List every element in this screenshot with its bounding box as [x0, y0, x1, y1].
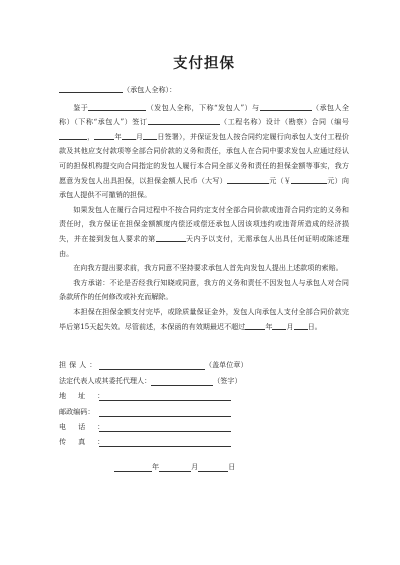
postal-label: 邮政编码： — [59, 406, 95, 416]
date-year-blank[interactable] — [114, 462, 152, 472]
contractor-blank[interactable] — [260, 101, 312, 111]
expiry-month-label: 月 — [286, 321, 294, 331]
liability-text: 如果发包人在履行合同过程中不按合同约定支付全部合同价款或违背合同约定的义务和责任时，我方保证在担保金额额度内偿还或偿还承包人因该项违约或违背所造成的经济损失，并在接到发包人要求的第 — [59, 204, 349, 243]
amount-figures-blank[interactable] — [291, 174, 327, 184]
document-body — [59, 83, 349, 334]
sign-year-blank[interactable] — [94, 130, 114, 140]
sign-day-blank[interactable] — [143, 130, 157, 140]
paragraph-liability — [59, 203, 349, 261]
employer-note: （发包人全称，下称“发包人”）与 — [146, 102, 260, 112]
address-row — [59, 386, 349, 401]
date-day-blank[interactable] — [198, 462, 228, 472]
signature-block — [59, 355, 349, 472]
phone-row — [59, 417, 349, 432]
postal-row — [59, 401, 349, 416]
date-month-blank[interactable] — [159, 462, 191, 472]
date-month-label: 月 — [191, 462, 199, 472]
payment-days-blank[interactable] — [156, 232, 186, 242]
validity-text: 本担保在担保金额支付完毕，或除质量保证金外，发包人向承包人支付全部合同价款完毕后第15天起失效。尽管前述，本保函的有效期最迟不超过 — [59, 306, 349, 331]
employer-blank[interactable] — [88, 101, 146, 111]
date-year-label: 年 — [152, 462, 160, 472]
guarantor-label: 担保人： — [59, 360, 100, 370]
amount-unit: 元（￥ — [268, 175, 292, 185]
guarantor-row — [59, 355, 349, 370]
legal-rep-label: 法定代表人或其委托代理人： — [59, 375, 152, 385]
expiry-day-label: 日。 — [307, 321, 322, 331]
expiry-year-label: 年 — [265, 321, 273, 331]
fax-blank[interactable] — [99, 437, 231, 447]
sign-day-label: 日签署）， — [157, 131, 190, 141]
paragraph-validity — [59, 305, 349, 334]
liability-text-end: 天内予以支付，无需承包人出具任何证明或陈述理由。 — [59, 233, 350, 258]
fax-row — [59, 432, 349, 447]
document-title: 支付担保 — [173, 56, 235, 72]
paragraph-claim: 在向我方提出要求前，我方同意不坚持要求承包人首先向发包人提出上述款项的索赔。 — [73, 263, 343, 273]
sign-year-label: 年 — [114, 131, 122, 141]
legal-rep-row — [59, 370, 349, 385]
recital-end: 元）向承包人提供不可撤销的担保。 — [59, 175, 350, 200]
paragraph-commitment: 我方承诺：不论是否经我行知晓或同意，我方的义务和责任不因发包人与承包人对合同条款所作的任何修改或补充而解除。 — [59, 277, 349, 302]
project-blank[interactable] — [148, 115, 220, 125]
recipient-line — [59, 83, 349, 98]
project-name-note: （工程名称） — [219, 117, 266, 127]
date-row — [59, 457, 349, 472]
fax-label: 传真： — [59, 437, 117, 447]
expiry-month-blank[interactable] — [272, 320, 286, 330]
phone-blank[interactable] — [99, 422, 231, 432]
guarantor-note: （盖单位章） — [205, 360, 248, 370]
guarantor-blank[interactable] — [99, 360, 205, 370]
design-contract-note: 设计（勘察）合同（编号 — [265, 117, 350, 127]
date-day-label: 日 — [228, 462, 236, 472]
contractor-note: （承包人全称）（下称“承包人”）签订 — [59, 102, 350, 127]
recital-intro: 鉴于 — [73, 102, 89, 112]
sign-month-label: 月 — [135, 131, 144, 141]
contract-number-blank[interactable] — [59, 130, 87, 140]
sign-month-blank[interactable] — [122, 130, 136, 140]
phone-label: 电话： — [59, 422, 117, 432]
address-label: 地址： — [59, 391, 117, 401]
expiry-year-blank[interactable] — [245, 320, 265, 330]
recipient-suffix: （承包人全称）： — [123, 85, 177, 94]
legal-rep-blank[interactable] — [151, 376, 213, 386]
expiry-day-blank[interactable] — [294, 320, 308, 330]
address-blank[interactable] — [99, 391, 231, 401]
paragraph-recital: 鉴于 （发包人全称，下称“发包人”）与 （承包人全称）（下称“承包人”）签订 （工程名称）设计（勘察）合同（编号， 年 月 日签署），并保证发包人按合同约定履行向承包人支付工程价款及其他应支付款项等全部合同价款的义务和责任，承包人在合同中要求发包人应通过经认可的担保机构提交向合同指定的发包人履行本合同全部义务和责任的担保金额等事实，我方愿意为发包人出具担保，以担保金额人民币（大写） 元（￥ 元）向承包人提供不可撤销的担保。 — [59, 102, 350, 200]
postal-blank[interactable] — [99, 407, 231, 417]
recipient-blank[interactable] — [59, 83, 123, 93]
legal-rep-note: （签字） — [213, 375, 242, 385]
recital-body: 并保证发包人按合同约定履行向承包人支付工程价款及其他应支付款项等全部合同价款的义务和责任，承包人在合同中要求发包人应通过经认可的担保机构提交向合同指定的发包人履行本合同全部义务和责任的担保金额等事实，我方愿意为发包人出具担保，以担保金额人民币（大写） — [59, 131, 350, 185]
amount-words-blank[interactable] — [227, 174, 269, 184]
